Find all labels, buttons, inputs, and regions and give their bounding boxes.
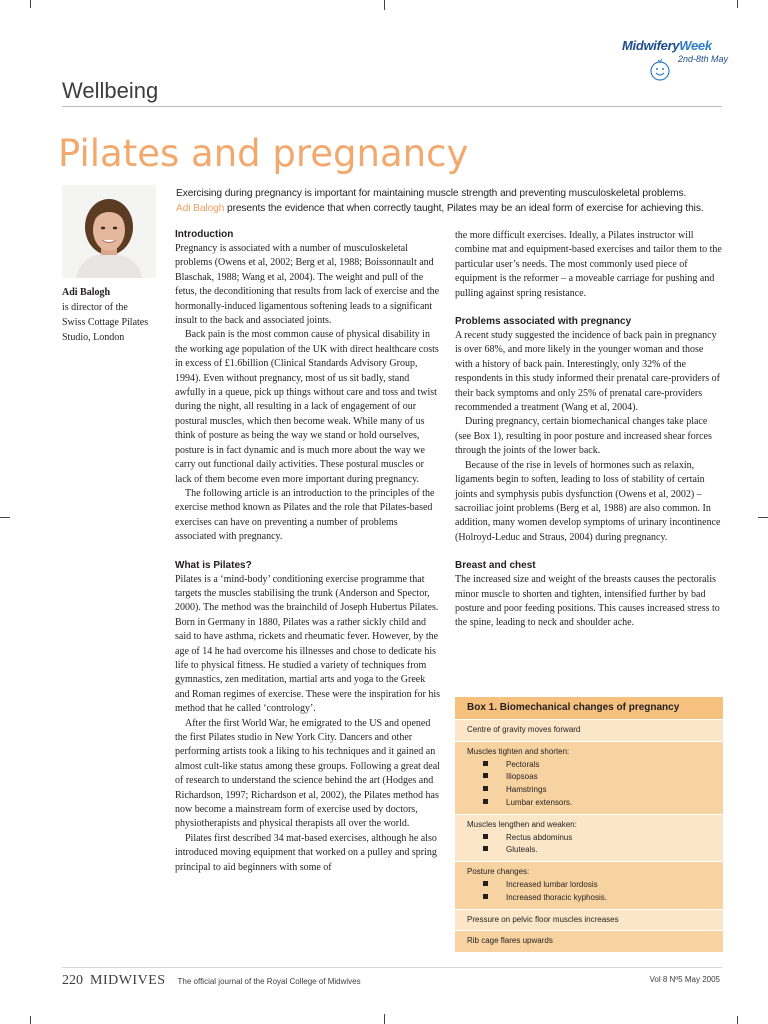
box-row-text: Muscles lengthen and weaken: <box>467 819 577 829</box>
author-photo <box>62 185 156 278</box>
box-row <box>455 930 723 952</box>
box-bullet-item: Hamstrings <box>467 784 711 797</box>
logo-dates: 2nd-8th May <box>678 54 729 64</box>
crop-mark-corner-tr <box>737 0 738 8</box>
paragraph: Pilates is a ‘mind-body’ conditioning exercise programme that targets the muscles stabilising the trunk (Anderson and Spector, 2000). The method was the brainchild of Joseph Hubertus Pilates. Born in Germany in 1880, Pilates was a rather sickly child and said to have asthma, rickets and rheumatic fever. However, by the age of 14 he had overcome his illnesses and chose to dedicate his life to physical fitness. He studied a variety of techniques from gymnastics, zen meditation, martial arts and yoga to the Greek and Roman regimes of exercise. These were the inspiration for his method that he called ‘contrology’. <box>175 573 441 715</box>
bullet-square-icon <box>483 834 488 839</box>
author-bio-line: Swiss Cottage Pilates <box>62 317 149 328</box>
box-row-text: Posture changes: <box>467 867 530 877</box>
logo-text-main: Midwifery <box>622 38 680 53</box>
standfirst <box>176 186 726 216</box>
paragraph: During pregnancy, certain biomechanical changes take place (see Box 1), resulting in poor posture and increased shear forces through the joints of the lower back. <box>455 416 712 457</box>
author-bio-line: is director of the <box>62 302 128 313</box>
author-bio-line: Studio, London <box>62 332 125 343</box>
section-label: Wellbeing <box>62 78 159 103</box>
crop-mark-bottom <box>384 1014 385 1024</box>
paragraph: Pregnancy is associated with a number of musculoskeletal problems (Owens et al, 2002; Berg et al, 1988; Boissonnault and Blaschak, 1988; Wang et al, 2004). The weight and pull of the fetus, the deconditioning that results from lack of exercise and the hormonally-induced ligamentous softening leads to a significant insult to the back and associated joints. <box>175 243 440 327</box>
footer-divider <box>62 967 722 968</box>
box-row-text: Centre of gravity moves forward <box>467 725 581 734</box>
issue-info: Vol 8 Nº5 May 2005 <box>649 975 720 984</box>
bullet-square-icon <box>483 761 488 766</box>
box-bullet-item: Increased lumbar lordosis <box>467 879 711 892</box>
midwifery-week-logo <box>622 38 732 86</box>
journal-tagline: The official journal of the Royal College of Midwives <box>177 977 361 986</box>
article-column-2 <box>455 229 723 631</box>
crop-mark-corner-bl <box>30 1016 31 1024</box>
paragraph: Because of the rise in levels of hormones such as relaxin, ligaments begin to soften, leading to loss of stability of certain joints and symphysis pubis dysfunction (Owens et al, 2002) – sacroiliac joint problems (Berg et al, 1988) are also common. In addition, many women develop symptoms of urinary incontinence (Holroyd-Leduc and Straus, 2004) during pregnancy. <box>455 459 721 543</box>
bullet-square-icon <box>483 799 488 804</box>
page-number: 220 <box>62 973 83 988</box>
box-row <box>455 814 723 861</box>
box-biomechanical-changes <box>455 697 723 952</box>
crop-mark-corner-br <box>737 1016 738 1024</box>
standfirst-line2: presents the evidence that when correctly taught, Pilates may be an ideal form of exercise for achieving this. <box>224 203 704 214</box>
box-row-text: Pressure on pelvic floor muscles increases <box>467 914 619 924</box>
bullet-square-icon <box>483 773 488 778</box>
box-row <box>455 719 723 741</box>
heading-problems: Problems associated with pregnancy <box>455 316 632 328</box>
crop-mark-corner-tl <box>30 0 31 8</box>
smiley-face-icon <box>648 56 672 82</box>
paragraph: The following article is an introduction to the principles of the exercise method known as Pilates and the role that Pilates-based exercises can have on preventing a number of problems associated with pregnancy. <box>175 487 435 543</box>
bullet-square-icon <box>483 881 488 886</box>
box-row <box>455 741 723 814</box>
bullet-square-icon <box>483 786 488 791</box>
standfirst-line1: Exercising during pregnancy is important for maintaining muscle strength and preventing musculoskeletal problems. <box>176 188 687 199</box>
bullet-square-icon <box>483 846 488 851</box>
box-bullet-item: Rectus abdominus <box>467 832 711 845</box>
author-box <box>62 285 162 345</box>
section-divider <box>62 106 722 107</box>
box-bullet-item: Increased thoracic kyphosis. <box>467 892 711 905</box>
paragraph: The increased size and weight of the breasts causes the pectoralis minor muscle to shorten and tighten, intensified further by bad posture and poor feeding positions. This causes increased stress to the spine, leading to neck and shoulder ache. <box>455 574 720 629</box>
magazine-name: MIDWIVES <box>90 973 166 988</box>
box-bullet-item: Lumbar extensors. <box>467 797 711 810</box>
box-row <box>455 861 723 908</box>
box-row-text: Rib cage flares upwards <box>467 936 553 946</box>
crop-mark-top <box>384 0 385 10</box>
paragraph: Back pain is the most common cause of physical disability in the working age population of the UK with direct healthcare costs in excess of £1.6billion (Clinical Standards Advisory Group, 1994). Even without pregnancy, most of us sit badly, stand awfully in a queue, pick up things without care and toss and twist during the night, all resulting in a lack of engagement of our postural muscles, which then become weak. While many of us think of posture as being the way we stand or hold ourselves, posture is in fact dynamic and is much more about the way we carry out functional daily activities. These postural muscles or lack of them become even more important during pregnancy. <box>175 329 439 485</box>
author-name: Adi Balogh <box>62 287 111 298</box>
paragraph: Pilates first described 34 mat-based exercises, although he also introduced moving equipment that worked on a pulley and spring principal to aid beginners with some of <box>175 832 437 873</box>
box-row-text: Muscles tighten and shorten: <box>467 746 570 756</box>
box-bullet-item: Gluteals. <box>467 844 711 857</box>
footer-left <box>62 971 361 989</box>
article-column-1 <box>175 228 441 875</box>
heading-introduction: Introduction <box>175 229 234 240</box>
box-bullet-item: Pectorals <box>467 759 711 772</box>
box-bullet-item: Iliopsoas <box>467 771 711 784</box>
box-title: Box 1. Biomechanical changes of pregnancy <box>455 697 723 719</box>
paragraph: A recent study suggested the incidence of back pain in pregnancy is over 68%, and more likely in the younger woman and those with a history of back pain. Interestingly, only 32% of the respondents in this study informed their prenatal care-providers of their back symptoms and only 25% of prenatal care-providers recommended a treatment (Wang et al, 2004). <box>455 330 720 414</box>
crop-mark-right <box>758 517 768 518</box>
author-portrait-image <box>62 185 156 278</box>
standfirst-author: Adi Balogh <box>176 203 225 214</box>
article-title: Pilates and pregnancy <box>58 132 469 175</box>
box-row <box>455 909 723 931</box>
heading-breast-and-chest: Breast and chest <box>455 560 536 572</box>
paragraph: After the first World War, he emigrated to the US and opened the first Pilates studio in New York City. Dancers and other performing artists took a liking to his techniques and it gained an almost cult-like status among these groups. Following a great deal of research to understand the science behind the art (Hodges and Richardson, 1997; Richardson et al, 2002), the Pilates method has now become a mainstream form of exercise used by doctors, physiotherapists and physical therapists all over the world. <box>175 717 440 830</box>
logo-text-accent: Week <box>679 38 712 53</box>
bullet-square-icon <box>483 894 488 899</box>
paragraph: the more difficult exercises. Ideally, a Pilates instructor will combine mat and equipment-based exercises and tailor them to the particular user’s needs. The most commonly used piece of equipment is the reformer – a moveable carriage for pushing and pulling against spring resistance. <box>455 230 722 299</box>
heading-what-is-pilates: What is Pilates? <box>175 559 252 571</box>
crop-mark-left <box>0 517 10 518</box>
